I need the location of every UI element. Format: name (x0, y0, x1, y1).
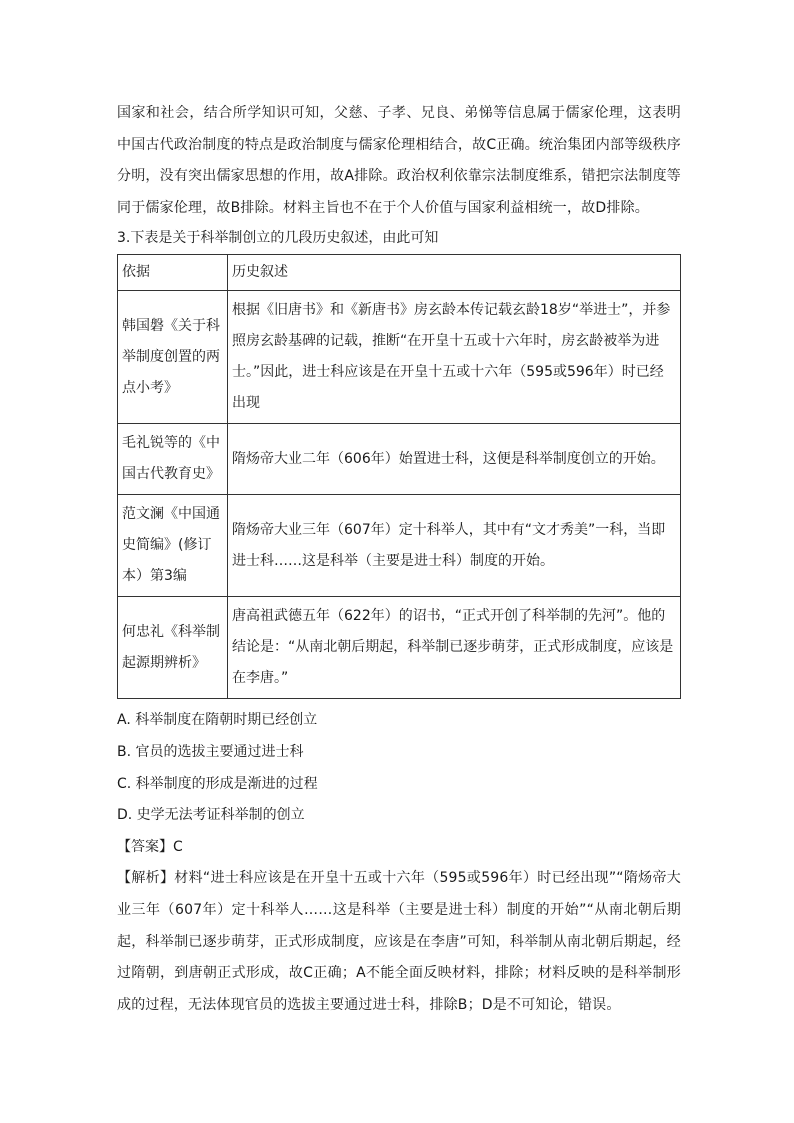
intro-paragraph: 国家和社会，结合所学知识可知，父慈、子孝、兄良、弟悌等信息属于儒家伦理，这表明中国古代政治制度的特点是政治制度与儒家伦理相结合，故C正确。统治集团内部等级秩序分明，没有突出儒家思想的作用，故A排除。政治权利依靠宗法制度维系，错把宗法制度等同于儒家伦理，故B排除。材料主旨也不在于个人价值与国家利益相统一，故D排除。 (117, 105, 681, 216)
option-c: C. 科举制度的形成是渐进的过程 (117, 775, 318, 792)
table-row (118, 597, 681, 699)
table-header-narrative: 历史叙述 (228, 255, 681, 291)
answer-options (117, 705, 681, 831)
table-header-source: 依据 (118, 255, 228, 291)
table-row (118, 495, 681, 597)
table-header-row (118, 255, 681, 291)
document-page (117, 98, 681, 1021)
table-cell-source: 韩国磐《关于科举制度创置的两点小考》 (118, 291, 228, 424)
answer-line: 【答案】C (117, 838, 183, 855)
table-cell-source: 范文澜《中国通史简编》(修订本）第3编 (118, 495, 228, 597)
table-cell-narrative: 隋炀帝大业三年（607年）定十科举人，其中有“文才秀美”一科，当即进士科……这是科举（主要是进士科）制度的开始。 (228, 495, 681, 597)
history-table (117, 254, 681, 699)
question-stem: 3.下表是关于科举制创立的几段历史叙述，由此可知 (117, 230, 439, 247)
analysis-paragraph: 【解析】材料“进士科应该是在开皇十五或十六年（595或596年）时已经出现”“隋炀帝大业三年（607年）定十科举人……这是科举（主要是进士科）制度的开始”“从南北朝后期起，科举制已逐步萌芽，正式形成制度，应该是在李唐”可知，科举制从南北朝后期起，经过隋朝，到唐朝正式形成，故C正确；A不能全面反映材料，排除；材料反映的是科举制形成的过程，无法体现官员的选拔主要通过进士科，排除B；D是不可知论，错误。 (117, 870, 681, 1013)
table-cell-narrative: 唐高祖武德五年（622年）的诏书，“正式开创了科举制的先河”。他的结论是：“从南北朝后期起，科举制已逐步萌芽，正式形成制度，应该是在李唐。” (228, 597, 681, 699)
option-d: D. 史学无法考证科举制的创立 (117, 807, 305, 824)
table-row (118, 291, 681, 424)
option-b: B. 官员的选拔主要通过进士科 (117, 743, 304, 760)
option-a: A. 科举制度在隋朝时期已经创立 (117, 712, 318, 729)
table-cell-narrative: 根据《旧唐书》和《新唐书》房玄龄本传记载玄龄18岁“举进士”，并参照房玄龄基碑的记载，推断“在开皇十五或十六年时，房玄龄被举为进士。”因此，进士科应该是在开皇十五或十六年（595或596年）时已经出现 (228, 291, 681, 424)
table-row (118, 424, 681, 495)
table-cell-narrative: 隋炀帝大业二年（606年）始置进士科，这便是科举制度创立的开始。 (228, 424, 681, 495)
table-cell-source: 毛礼锐等的《中国古代教育史》 (118, 424, 228, 495)
table-cell-source: 何忠礼《科举制起源期辨析》 (118, 597, 228, 699)
